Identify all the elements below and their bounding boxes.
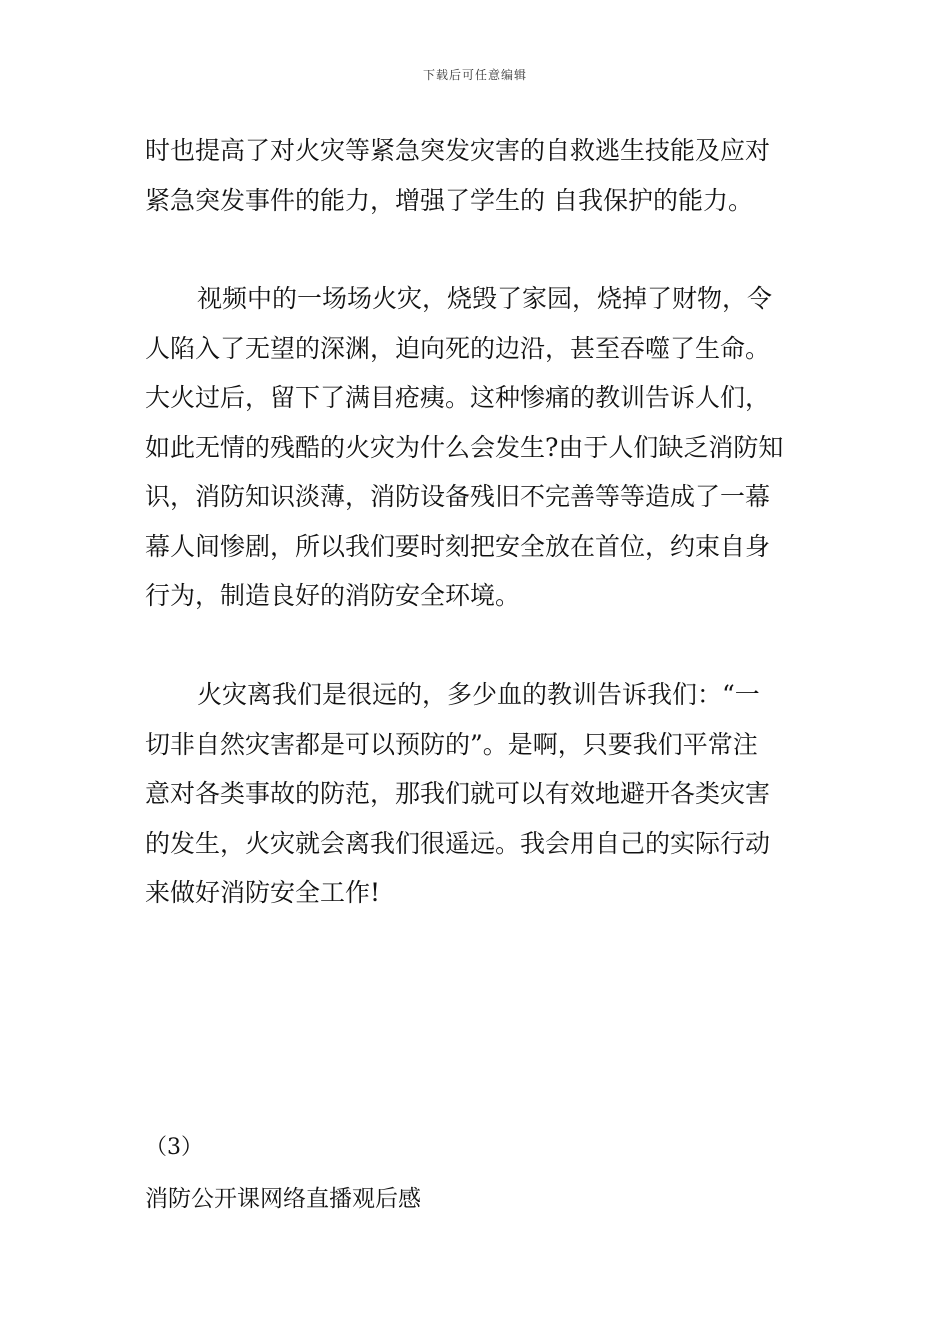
paragraph-line: 切非自然灾害都是可以预防的”。是啊，只要我们平常注 [145, 729, 758, 759]
paragraph-line: 火灾离我们是很远的，多少血的教训告诉我们：“一 [197, 680, 760, 709]
paragraph-line: 幕人间惨剧，所以我们要时刻把安全放在首位，约束自身 [145, 531, 771, 561]
paragraph-line: 人陷入了无望的深渊，迫向死的边沿，甚至吞噬了生命。 [145, 333, 771, 363]
paragraph-line: 紧急突发事件的能力，增强了学生的 自我保护的能力。 [145, 185, 753, 215]
section-title: 消防公开课网络直播观后感 [145, 1186, 421, 1212]
page-header-note: 下载后可任意编辑 [422, 68, 527, 82]
paragraph-line: 行为，制造良好的消防安全环境。 [145, 581, 521, 610]
paragraph-line: 大火过后，留下了满目疮痍。这种惨痛的教训告诉人们， [145, 383, 771, 412]
section-number: （3） [145, 1135, 203, 1160]
paragraph-3 [145, 670, 813, 918]
paragraph-1 [145, 126, 813, 225]
paragraph-2 [145, 274, 813, 621]
paragraph-line: 识，消防知识淡薄，消防设备残旧不完善等等造成了一幕 [145, 482, 771, 511]
paragraph-line: 时也提高了对火灾等紧急突发灾害的自救逃生技能及应对 [145, 136, 771, 165]
paragraph-line: 的发生，火灾就会离我们很遥远。我会用自己的实际行动 [145, 828, 771, 858]
paragraph-line: 视频中的一场场火灾，烧毁了家园，烧掉了财物，令 [197, 284, 773, 313]
paragraph-line: 意对各类事故的防范，那我们就可以有效地避开各类灾害 [145, 779, 771, 808]
paragraph-line: 来做好消防安全工作! [145, 878, 381, 907]
paragraph-line: 如此无情的残酷的火灾为什么会发生?由于人们缺乏消防知 [145, 432, 784, 462]
